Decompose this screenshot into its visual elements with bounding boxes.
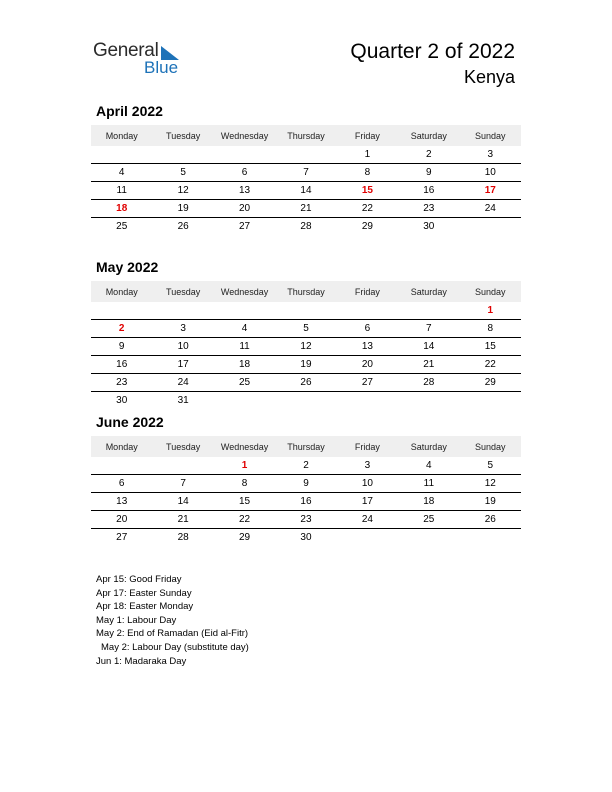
day-cell: 15 (214, 493, 275, 511)
day-cell: 3 (460, 146, 521, 164)
day-cell (91, 302, 152, 320)
day-cell: 2 (275, 457, 336, 475)
day-cell: 17 (337, 493, 398, 511)
day-cell: 30 (423, 221, 435, 232)
page-title: Quarter 2 of 2022 (350, 40, 515, 63)
day-cell: 25 (116, 221, 128, 232)
week-row (91, 511, 521, 529)
day-cell (337, 392, 398, 410)
day-cell: 20 (337, 356, 398, 374)
day-cell (275, 302, 336, 320)
holiday-note: May 1: Labour Day (96, 614, 177, 626)
calendar-grid (91, 125, 521, 235)
day-cell: 16 (275, 493, 336, 511)
weekday-header: Tuesday (152, 281, 213, 302)
day-cell: 12 (152, 182, 213, 200)
day-cell: 29 (361, 221, 373, 232)
day-cell: 11 (398, 475, 459, 493)
day-cell (91, 146, 152, 164)
day-cell: 5 (275, 320, 336, 338)
day-cell: 14 (398, 338, 459, 356)
calendar-grid (91, 281, 521, 409)
day-cell: 30 (116, 395, 128, 406)
week-row (91, 392, 521, 410)
weekday-header: Tuesday (152, 125, 213, 146)
week-row (91, 457, 521, 475)
day-cell: 24 (460, 200, 521, 218)
holiday-note: Apr 18: Easter Monday (96, 601, 194, 613)
day-cell: 7 (152, 475, 213, 493)
week-row (91, 146, 521, 164)
week-row (91, 164, 521, 182)
weekday-header: Sunday (460, 125, 521, 146)
week-row (91, 374, 521, 392)
weekday-header: Monday (91, 125, 152, 146)
day-cell: 26 (460, 511, 521, 529)
month-april (91, 103, 521, 235)
day-cell (398, 392, 459, 410)
holiday-note: Jun 1: Madaraka Day (96, 655, 187, 667)
day-cell: 22 (214, 511, 275, 529)
weekday-header: Monday (91, 436, 152, 457)
day-cell: 27 (238, 221, 251, 232)
day-cell: 24 (152, 374, 213, 392)
day-cell (398, 529, 459, 547)
day-cell (275, 146, 336, 164)
day-cell: 22 (460, 356, 521, 374)
day-cell: 11 (91, 182, 152, 200)
day-cell: 8 (337, 164, 398, 182)
week-row (91, 200, 521, 218)
holiday-note: Apr 17: Easter Sunday (96, 587, 192, 599)
day-cell: 23 (91, 374, 152, 392)
day-cell: 12 (275, 338, 336, 356)
day-cell (460, 392, 521, 410)
day-cell: 19 (275, 356, 336, 374)
day-cell: 26 (275, 374, 336, 392)
weekday-header: Friday (337, 281, 398, 302)
day-cell: 3 (152, 320, 213, 338)
week-row (91, 475, 521, 493)
day-cell: 5 (152, 164, 213, 182)
day-cell: 6 (91, 475, 152, 493)
day-cell: 4 (91, 164, 152, 182)
day-cell: 11 (214, 338, 275, 356)
week-row (91, 493, 521, 511)
holiday-day-cell: 2 (91, 320, 152, 338)
day-cell (214, 392, 275, 410)
weekday-header: Sunday (460, 436, 521, 457)
day-cell: 31 (177, 395, 189, 406)
day-cell: 27 (337, 374, 398, 392)
weekday-header: Monday (91, 281, 152, 302)
day-cell (460, 218, 521, 236)
holiday-day-cell: 18 (91, 200, 152, 218)
day-cell: 23 (398, 200, 459, 218)
logo (93, 40, 193, 80)
month-june (91, 414, 521, 546)
day-cell (214, 302, 275, 320)
day-cell (152, 146, 213, 164)
day-cell: 6 (214, 164, 275, 182)
month-title: June 2022 (96, 414, 164, 430)
week-row (91, 338, 521, 356)
day-cell: 16 (91, 356, 152, 374)
weekday-header: Wednesday (214, 436, 275, 457)
day-cell: 5 (460, 457, 521, 475)
day-cell: 22 (337, 200, 398, 218)
holiday-day-cell: 17 (460, 182, 521, 200)
logo-general-text: General (93, 40, 159, 61)
week-row (91, 182, 521, 200)
day-cell: 26 (177, 221, 189, 232)
week-row (91, 302, 521, 320)
holiday-notes (96, 573, 249, 668)
day-cell (214, 146, 275, 164)
calendar-grid (91, 436, 521, 546)
weekday-header: Friday (337, 125, 398, 146)
day-cell: 25 (214, 374, 275, 392)
day-cell: 18 (398, 493, 459, 511)
day-cell: 8 (214, 475, 275, 493)
week-row (91, 218, 521, 236)
weekday-header: Wednesday (214, 281, 275, 302)
day-cell: 2 (398, 146, 459, 164)
holiday-note: Apr 15: Good Friday (96, 574, 182, 585)
month-title: May 2022 (96, 259, 159, 275)
holiday-day-cell: 15 (337, 182, 398, 200)
day-cell (337, 302, 398, 320)
week-row (91, 320, 521, 338)
day-cell: 19 (460, 493, 521, 511)
day-cell: 14 (152, 493, 213, 511)
day-cell (460, 529, 521, 547)
day-cell: 13 (337, 338, 398, 356)
weekday-header: Wednesday (214, 125, 275, 146)
day-cell: 21 (152, 511, 213, 529)
day-cell: 1 (337, 146, 398, 164)
day-cell: 12 (460, 475, 521, 493)
day-cell: 13 (214, 182, 275, 200)
weekday-header-row (91, 436, 521, 457)
day-cell: 21 (398, 356, 459, 374)
day-cell: 4 (398, 457, 459, 475)
day-cell: 10 (152, 338, 213, 356)
week-row (91, 529, 521, 547)
day-cell: 8 (460, 320, 521, 338)
weekday-header: Friday (337, 436, 398, 457)
day-cell: 18 (214, 356, 275, 374)
day-cell: 19 (152, 200, 213, 218)
day-cell: 30 (300, 532, 312, 543)
day-cell: 25 (398, 511, 459, 529)
day-cell: 9 (91, 338, 152, 356)
day-cell (398, 302, 459, 320)
day-cell (337, 529, 398, 547)
holiday-day-cell: 1 (460, 302, 521, 320)
weekday-header: Tuesday (152, 436, 213, 457)
day-cell: 24 (337, 511, 398, 529)
day-cell: 20 (91, 511, 152, 529)
weekday-header: Saturday (398, 125, 459, 146)
day-cell: 28 (177, 532, 189, 543)
day-cell: 14 (275, 182, 336, 200)
day-cell: 7 (398, 320, 459, 338)
holiday-note: May 2: End of Ramadan (Eid al-Fitr) (96, 628, 249, 640)
day-cell: 13 (91, 493, 152, 511)
holiday-day-cell: 1 (214, 457, 275, 475)
day-cell: 4 (214, 320, 275, 338)
day-cell: 10 (337, 475, 398, 493)
weekday-header-row (91, 125, 521, 146)
day-cell (91, 457, 152, 475)
weekday-header: Saturday (398, 436, 459, 457)
day-cell: 7 (275, 164, 336, 182)
day-cell: 15 (460, 338, 521, 356)
day-cell: 16 (398, 182, 459, 200)
day-cell (152, 457, 213, 475)
logo-blue-text: Blue (144, 58, 179, 77)
weekday-header: Thursday (275, 436, 336, 457)
day-cell (275, 392, 336, 410)
month-title: April 2022 (96, 103, 163, 119)
day-cell: 23 (275, 511, 336, 529)
day-cell: 28 (300, 221, 312, 232)
weekday-header-row (91, 281, 521, 302)
day-cell: 29 (460, 374, 521, 392)
day-cell: 9 (398, 164, 459, 182)
day-cell (152, 302, 213, 320)
day-cell: 3 (337, 457, 398, 475)
day-cell: 9 (275, 475, 336, 493)
country-name: Kenya (463, 67, 515, 87)
day-cell: 6 (337, 320, 398, 338)
weekday-header: Saturday (398, 281, 459, 302)
week-row (91, 356, 521, 374)
day-cell: 20 (214, 200, 275, 218)
day-cell: 17 (152, 356, 213, 374)
day-cell: 28 (398, 374, 459, 392)
day-cell: 29 (238, 532, 251, 543)
holiday-note: May 2: Labour Day (substitute day) (101, 641, 249, 653)
day-cell: 21 (275, 200, 336, 218)
day-cell: 27 (116, 532, 128, 543)
weekday-header: Sunday (460, 281, 521, 302)
weekday-header: Thursday (275, 281, 336, 302)
month-may (91, 259, 521, 409)
day-cell: 10 (460, 164, 521, 182)
weekday-header: Thursday (275, 125, 336, 146)
